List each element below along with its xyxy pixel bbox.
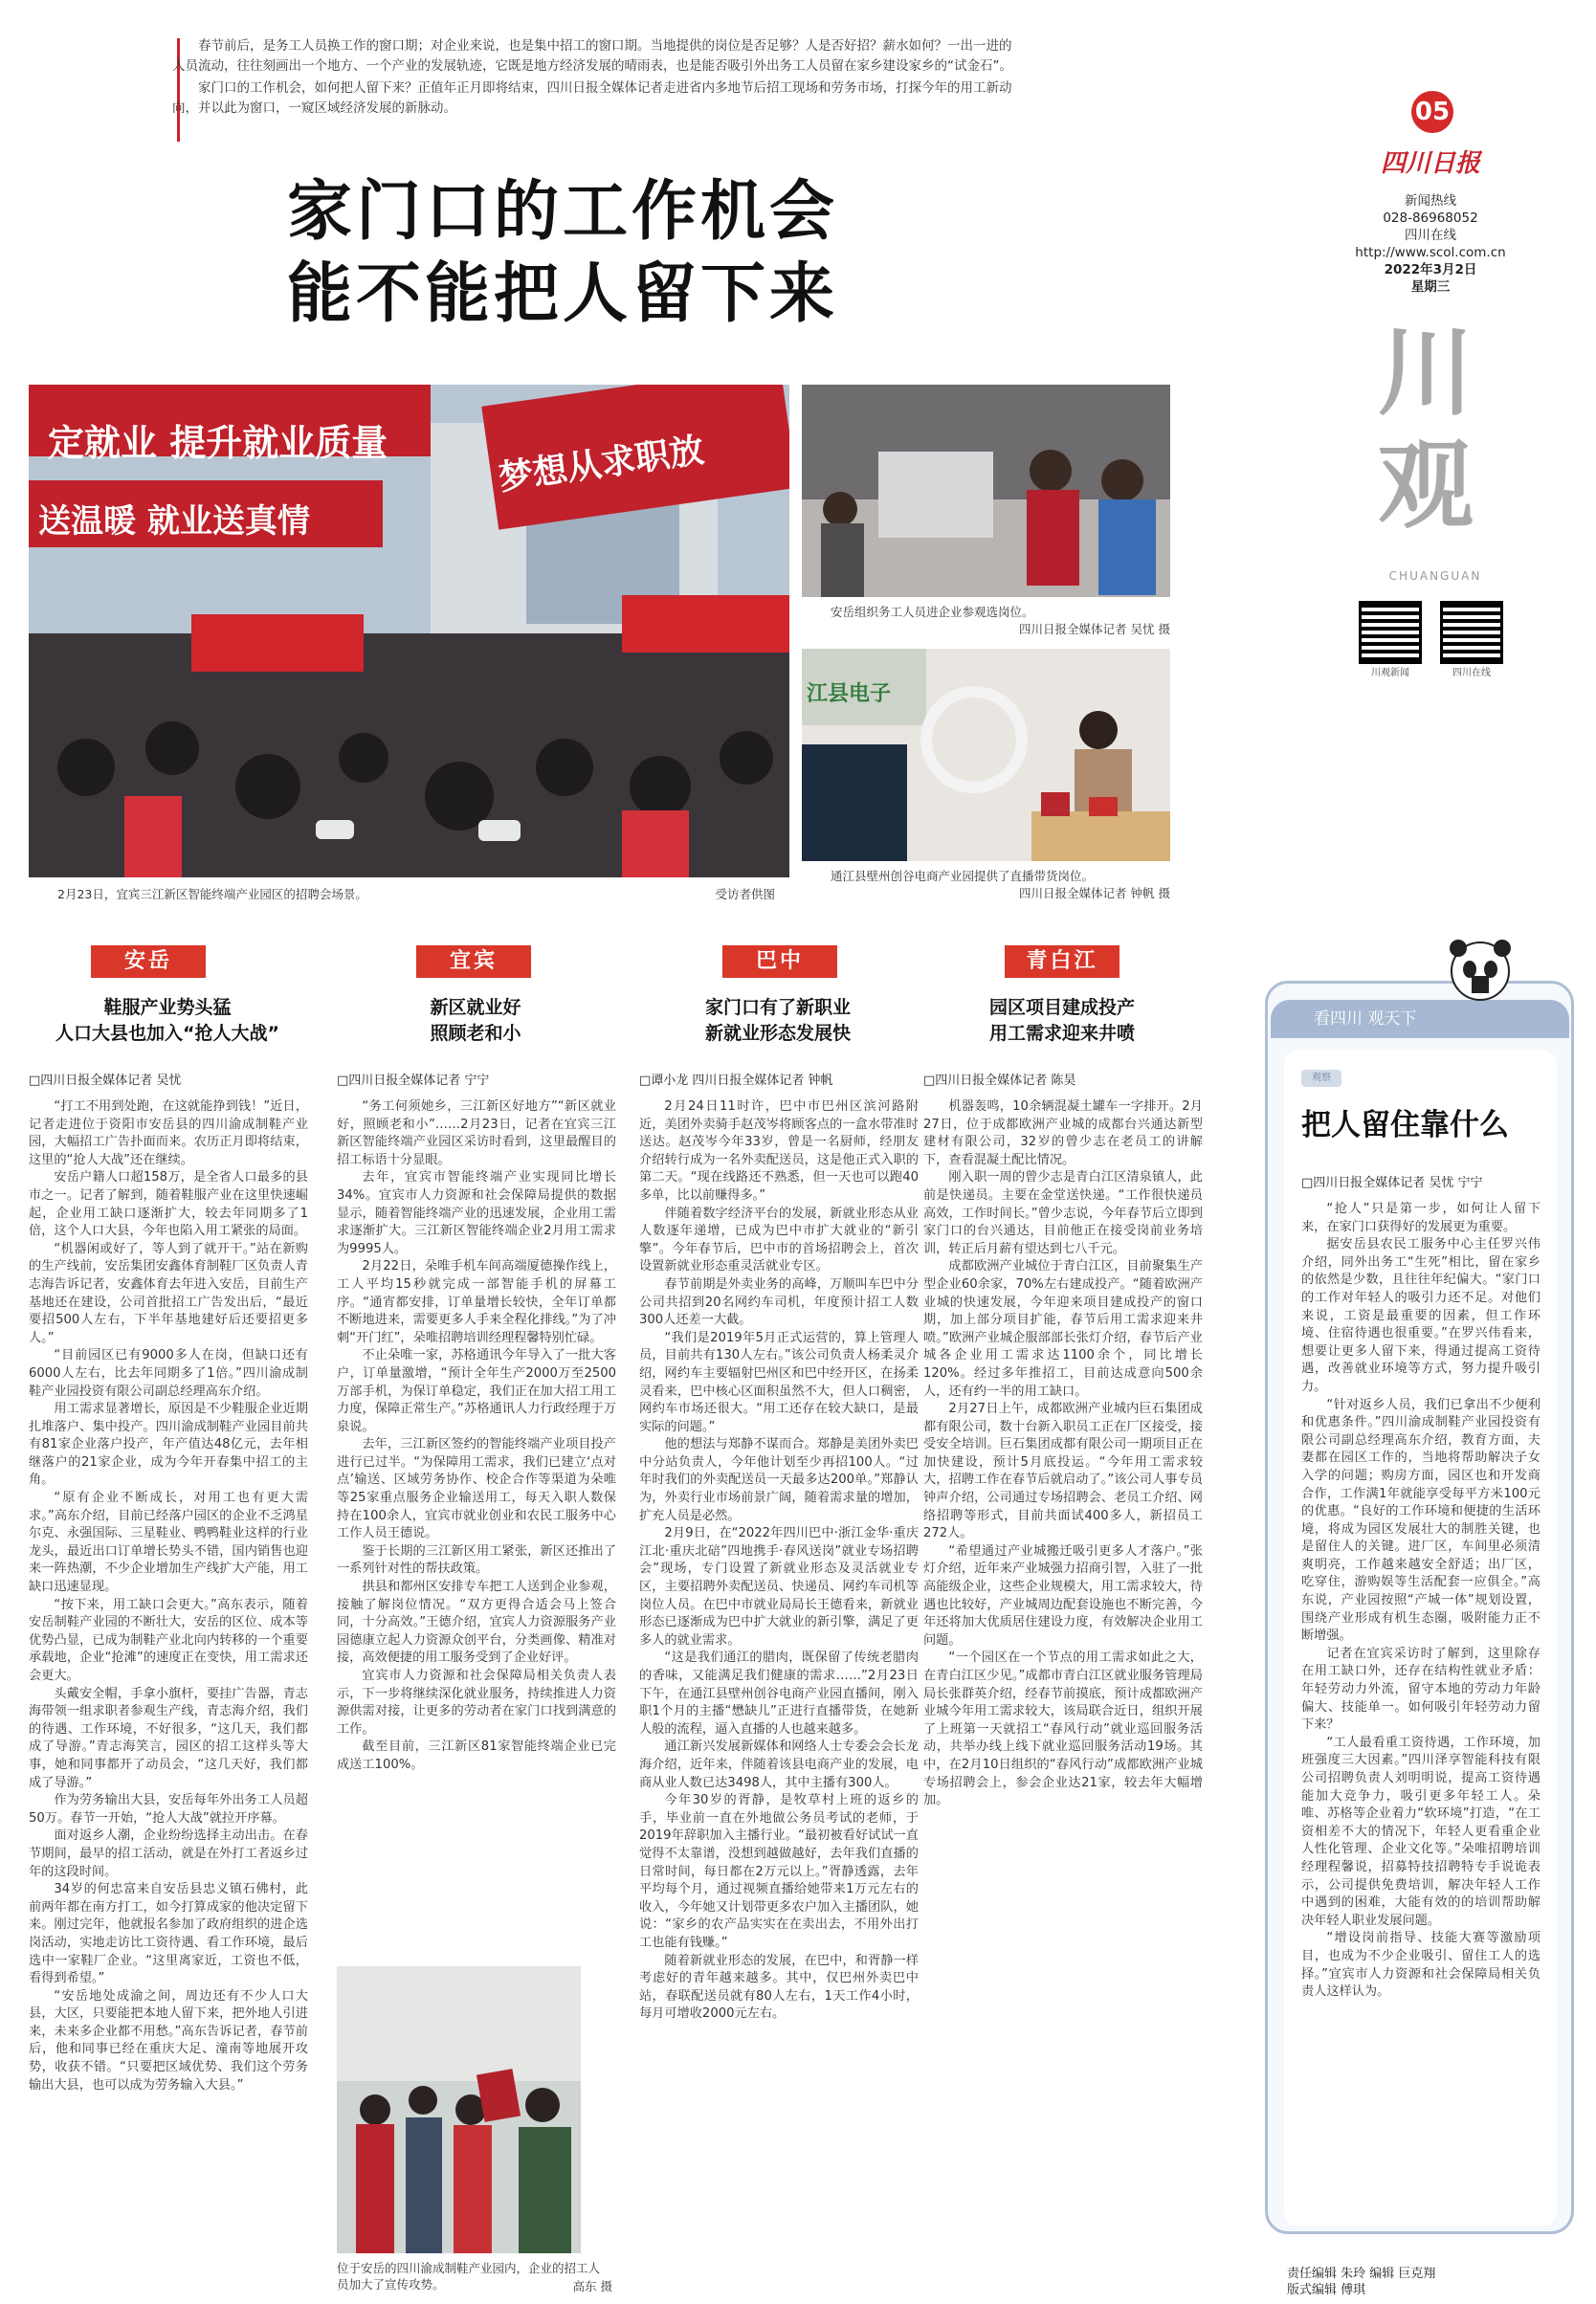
article-paragraph: “机器闲或好了，等人到了就开干。”站在新购的生产线前，安岳集团安鑫体育制鞋厂区负责人青志海告诉记者，安鑫体育去年进入安岳，目前生产基地还在建设，公司首批招工广告发出后，“最近要招500人左右，下半年基地建好后还要招更多人。” (29, 1241, 308, 1345)
banner-text-3: 梦想从求职放 (496, 431, 707, 498)
article-4-heading-line-2: 用工需求迎来井喷 (988, 1023, 1135, 1044)
issue-date: 2022年3月2日 (1384, 262, 1477, 277)
article-paragraph: 伴随着数字经济平台的发展，新就业形态从业人数逐年递增，已成为巴中市扩大就业的“新引擎”。今年春节后，巴中市的首场招聘会上，首次设置新就业形态重灵活就业专区。 (639, 1206, 919, 1274)
tag-yibin: 宜宾 (416, 945, 531, 978)
sidebar-paragraph: “抢人”只是第一步，如何让人留下来，在家门口获得好的发展更为重要。 (1301, 1202, 1541, 1234)
article-2-byline: □四川日报全媒体记者 宁宁 (337, 1074, 490, 1088)
factory-photo-caption: 安岳组织务工人员进企业参观选岗位。 (831, 605, 1034, 619)
banner-text-1: 定就业 提升就业质量 (48, 422, 388, 464)
sidebar-body (1301, 1201, 1541, 2215)
main-photo-credit: 受访者供图 (715, 887, 775, 901)
tag-bazhong: 巴中 (722, 945, 837, 978)
article-paragraph: “这是我们通江的腊肉，既保留了传统老腊肉的香味，又能满足我们健康的需求……”2月23日下午，在通江县壁州创谷电商产业园直播间，刚入职1个月的主播“懋缺儿”正进行直播带货，在她新人般的流程，逼入直播的人也越来越多。 (639, 1650, 919, 1737)
photo-factory-visit (802, 385, 1170, 597)
article-paragraph: “务工何须她乡，三江新区好地方”“新区就业好，照顾老和小”……2月23日，记者在宜宾三江新区智能终端产业园区采访时看到，这里最醒目的招工标语十分显眼。 (337, 1099, 616, 1167)
article-paragraph: 2月22日，朵唯手机车间高端厦德操作线上，工人平均15秒就完成一部智能手机的屏幕工序。“通宵都安排，订单量增长较快，全年订单都不断地进来，需要更多人手来全程化排线。”为了冲刺“开门红”，朵唯招聘培训经理程馨特别忙碌。 (337, 1259, 616, 1345)
article-1-heading-line-1: 鞋服产业势头猛 (103, 997, 232, 1018)
page-number-badge: 05 (1411, 91, 1453, 133)
qr-label-2: 四川在线 (1452, 668, 1491, 678)
article-2-heading-line-2: 照顾老和小 (430, 1023, 521, 1044)
article-paragraph: 随着新就业形态的发展，在巴中，和胥静一样考虑好的青年越来越多。其中，仅巴州外卖巴中站，春联配送员就有80人左右，1天工作4小时，每月可增收2000元左右。 (639, 1953, 919, 2022)
article-4-heading (923, 995, 1201, 1047)
article-paragraph: 34岁的何忠富来自安岳县忠义镇石佛村，此前两年都在南方打工，如今打算成家的他决定留下来。刚过完年，他就报名参加了政府组织的进企选岗活动，实地走访比工资待遇、看工作环境，最后选中一家鞋厂企业。“这里离家近，工资也不低，看得到希望。” (29, 1882, 308, 1986)
article-paragraph: 不止朵唯一家，苏格通讯今年导入了一批大客户，订单量激增，“预计全年生产2000万至2500万部手机，为保订单稳定，我们正在加大招工用工力度，保障正常生产。”苏格通讯人力行政经理于万泉说。 (337, 1348, 616, 1434)
article-paragraph: 2月9日，在“2022年四川巴中·浙江金华·重庆江北·重庆北碚”四地携手·春风送岗”就业专场招聘会”现场，专门设置了新就业形态及灵活就业专区，主要招聘外卖配送员、快递员、网约车司机等岗位人员。在巴中市就业局局长王德看来，新就业形态已逐渐成为巴中扩大就业的新引擎，满足了更多人的就业需求。 (639, 1526, 919, 1648)
article-paragraph: “按下来，用工缺口会更大。”高东表示，随着安岳制鞋产业园的不断壮大，安岳的区位、成本等优势凸显，已成为制鞋产业北向内转移的一个重要承载地，企业“抢滩”的速度正在变快，用工需求还会更大。 (29, 1597, 308, 1683)
factory-photo-credit: 四川日报全媒体记者 吴忧 摄 (1019, 622, 1170, 636)
shoe-park-photo-caption: 位于安岳的四川渝成制鞋产业园内，企业的招工人员加大了宣传攻势。 (337, 2261, 601, 2292)
livestream-sign-text: 江县电子 (807, 682, 892, 706)
masthead (1349, 144, 1512, 296)
qr-label-1: 川观新闻 (1371, 668, 1409, 678)
qr-code-icon (1440, 601, 1503, 664)
banner-text-2: 送温暖 就业送真情 (38, 502, 310, 541)
headline-line-1: 家门口的工作机会 (287, 173, 839, 250)
article-3-body (639, 1098, 919, 2294)
article-paragraph: 成都欧洲产业城位于青白江区，目前聚集生产型企业60余家，70%左右建成投产。“随着欧洲产业城的快速发展，今年迎来项目建成投产的窗口期，加上部分项目扩能，春节后用工需求迎来井喷。”欧洲产业城企服部部长张灯介绍，春节后产业城各企业用工需求达1100余个，同比增长120%。经过多年推招工，目前达成意向500余人，还有约一半的用工缺口。 (923, 1259, 1203, 1399)
article-2-heading-line-1: 新区就业好 (430, 997, 521, 1018)
article-paragraph: 今年30岁的胥静，是牧草村上班的返乡的手，毕业前一直在外地做公务员考试的老师，于2019年辞职加入主播行业。“最初被看好试试一直觉得不太靠谱，没想到越做越好，去年我们直播的日常时间，每日都在2万元以上。”胥静透露，去年平均每个月，通过视频直播给她带来1万元左右的收入，今年她又计划带更多农户加入主播团队，她说：“家乡的农产品实实在在卖出去，不用外出打工也能有钱赚。” (639, 1793, 919, 1950)
article-paragraph: “目前园区已有9000多人在岗，但缺口还有6000人左右，比去年同期多了1倍。”四川渝成制鞋产业园投资有限公司副总经理高东介绍。 (29, 1348, 308, 1399)
article-4-heading-line-1: 园区项目建成投产 (988, 997, 1135, 1018)
article-1-heading-line-2: 人口大县也加入“抢人大战” (55, 1023, 279, 1044)
article-1-heading (29, 995, 306, 1047)
qr-scol[interactable] (1440, 601, 1503, 678)
article-paragraph: “一个园区在一个节点的用工需求如此之大，在青白江区少见。”成都市青白江区就业服务管理局局长张群英介绍，经春节前摸底，预计成都欧洲产业城今年用工需求较大，该局联合近日，组织开展了上班第一天就招工“春风行动”就业巡回服务活动，共举办线上线下就业巡回服务活动19场。其中，在2月10日组织的“春风行动”成都欧洲产业城专场招聘会上，参会企业达21家，较去年大幅增加。 (923, 1650, 1203, 1808)
article-paragraph: “安岳地处成渝之间，周边还有不少人口大县，大区，只要能把本地人留下来，把外地人引进来，未来多企业都不用愁。”高东告诉记者，春节前后，他和同事已经在重庆大足、潼南等地展开攻势，收获不错。“只要把区域优势、我们这个劳务输出大县，也可以成为劳务输入大县。” (29, 1988, 308, 2093)
article-1-byline: □四川日报全媒体记者 吴忧 (29, 1074, 182, 1088)
article-1-body (29, 1098, 308, 2294)
sidebar-title: 把人留住靠什么 (1301, 1108, 1509, 1142)
hotline-label: 新闻热线 (1405, 193, 1456, 209)
article-paragraph: 用工需求显著增长，原因是不少鞋服企业近期扎堆落户、集中投产。四川渝成制鞋产业园目前共有81家企业落户投产，年产值达48亿元，去年相继落户的21家企业，成为今年开春集中招工的主角。 (29, 1402, 308, 1488)
livestream-photo-credit: 四川日报全媒体记者 钟帆 摄 (1019, 886, 1170, 900)
article-paragraph: 截至目前，三江新区81家智能终端企业已完成送工100%。 (337, 1739, 616, 1772)
qr-chuanguan[interactable] (1359, 601, 1422, 678)
article-paragraph: 鉴于长期的三江新区用工紧张，新区还推出了一系列针对性的帮扶政策。 (337, 1543, 616, 1577)
newspaper-logo: 四川日报 (1380, 149, 1480, 178)
article-paragraph: 他的想法与郑静不谋而合。郑静是美团外卖巴中分站负责人，今年他计划至少再招100人。“过年时我们的外卖配送员一天最多达200单。”郑静认为，外卖行业市场前景广阔，随着需求量的增加，扩充人员是必然。 (639, 1437, 919, 1523)
article-paragraph: 宜宾市人力资源和社会保障局相关负责人表示，下一步将继续深化就业服务，持续推进人力资源供需对接，让更多的劳动者在家门口找到满意的工作。 (337, 1669, 616, 1737)
page-headline (287, 170, 957, 335)
article-3-heading-line-1: 家门口有了新职业 (704, 997, 851, 1018)
article-3-heading (639, 995, 917, 1047)
sidebar-paragraph: “增设岗前指导、技能大赛等激励项目，也成为不少企业吸引、留住工人的选择。”宜宾市人力资源和社会保障局相关负责人这样认为。 (1301, 1931, 1541, 2000)
photo-shoe-park-recruit (337, 1966, 581, 2253)
sidebar-paragraph: 记者在宜宾采访时了解到，这里除存在用工缺口外，还存在结构性就业矛盾：年轻劳动力外流，留守本地的劳动力年龄偏大、技能单一。如何吸引年轻劳动力留下来？ (1301, 1646, 1541, 1733)
column-pinyin: CHUANGUAN (1388, 569, 1482, 583)
article-paragraph: 作为劳务输出大县，安岳每年外出务工人员超50万。春节一开始，“抢人大战”就拉开序幕。 (29, 1793, 308, 1826)
tag-anyue: 安岳 (91, 945, 206, 978)
editor-credits-line-1: 责任编辑 朱玲 编辑 巨克翔 (1287, 2267, 1436, 2281)
editor-credits (1287, 2266, 1574, 2298)
qr-code-icon (1359, 601, 1422, 664)
sidebar-paragraph: “工人最看重工资待遇，工作环境，加班强度三大因素。”四川泽享智能科技有限公司招聘负责人刘明明说，提高工资待遇能加大竞争力，吸引更多年轻工人。朵唯、苏格等企业着力“软环境”打造，“在工资相差不大的情况下，年轻人更看重企业人性化管理、企业文化等。”朵唯招聘培训经理程馨说，招募特技招聘特专手说诡表示，公司提供免费培训，解决年轻人工作中遇到的困难，大能有效的的培训帮助解决年轻人职业发展问题。 (1301, 1735, 1541, 1928)
livestream-photo-caption: 通江县壁州创谷电商产业园提供了直播带货岗位。 (831, 869, 1095, 883)
website-url[interactable]: http://www.scol.com.cn (1355, 245, 1506, 260)
article-paragraph: 刚入职一周的曾少志是青白江区清泉镇人，此前是快递员。主要在金堂送快递。“工作很快递员高效，工作时间长。”曾少志说，今年春节后立即到家门口的台兴通达，目前他正在接受岗前业务培训，转正后月薪有望达到七八千元。 (923, 1170, 1203, 1256)
hotline-number: 028-86968052 (1383, 210, 1478, 226)
article-4-body (923, 1098, 1203, 1998)
article-paragraph: 通江新兴发展新媒体和网络人士专委会会长龙海介绍，近年来，伴随着该县电商产业的发展，电商从业人数已达3498人，其中主播有300人。 (639, 1739, 919, 1790)
article-paragraph: 安岳户籍人口超158万，是全省人口最多的县市之一。记者了解到，随着鞋服产业在这里快速崛起，企业用工缺口逐渐扩大，较去年同期多了1倍，这个人口大县，今年也陷入用工紧张的局面。 (29, 1170, 308, 1239)
article-paragraph: 机器轰鸣，10余辆混凝土罐车一字排开。2月27日，位于成都欧洲产业城的成都台兴通达新型建材有限公司，32岁的曾少志在老员工的讲解下，查看混凝土配比情况。 (923, 1099, 1203, 1167)
panda-mascot-icon (1445, 933, 1517, 1005)
sidebar-label: 观察 (1301, 1070, 1341, 1087)
sidebar-paragraph: “针对返乡人员，我们已拿出不少便利和优惠条件。”四川渝成制鞋产业园投资有限公司副总经理高东介绍，教育方面，夫妻都在园区工作的，当地将帮助解决子女入学的问题；购房方面，园区也和开发商合作，工作满1年就能享受每平方米100元的优惠。“良好的工作环境和便捷的生活环境，将成为园区发展壮大的制胜关键，也是留住人的关键。进厂区，车间里必须清爽明亮，工作越来越安全舒适；出厂区，吃穿住，游购娱等生活配套一应俱全。”高东说，产业园按照“产城一体”规划设置，围绕产业形成有机生态圈，吸附能力正不断增强。 (1301, 1397, 1541, 1644)
article-paragraph: 头戴安全帽，手拿小旗杆，要挂广告器，青志海带领一组求职者参观生产线，青志海介绍，我们的待遇、工作环境，不好很多，“这几天，我们都成了导游。”青志海笑言，园区的招工这样头等大事，她和同事都开了动员会，“这几天好，我们都成了导游。” (29, 1686, 308, 1790)
article-paragraph: “原有企业不断成长，对用工也有更大需求。”高东介绍，目前已经落户园区的企业不乏鸿星尔克、永强国际、三星鞋业、鸭鸭鞋业这样的行业龙头，最近出口订单增长势头不错，国内销售也迎来一阵热潮，不少企业增加生产线扩大产能，用工缺口迅速显现。 (29, 1491, 308, 1595)
online-label: 四川在线 (1405, 228, 1456, 243)
intro-text (172, 36, 1014, 121)
article-paragraph: “我们是2019年5月正式运营的，算上管理人员，目前共有130人左右。”该公司负责人杨柔灵介绍，网约车主要辐射巴州区和巴中经开区，在扬柔灵看来，巴中核心区面积虽然不大，但人口稠密，网约车市场还很大。“用工还存在较大缺口，是最实际的问题。” (639, 1330, 919, 1434)
article-paragraph: “希望通过产业城搬迁吸引更多人才落户。”张灯介绍，近年来产业城强力招商引智，入驻了一批高能级企业，这些企业规模大，用工需求较大，待遇也比较好，产业城周边配套设施也不断完善，今年还将加大优质居住建设力度，有效解决企业用工问题。 (923, 1543, 1203, 1648)
article-2-body (337, 1098, 616, 1940)
article-paragraph: 拱县和都州区安排专车把工人送到企业参观，接触了解岗位情况。“双方更得合适会马上签合同，十分高效。”王德介绍，宜宾人力资源服务产业园德康立起人力资源众创平台，分类画像、精准对接，高效便捷的用工服务受到了企业好评。 (337, 1580, 616, 1666)
sidebar-header: 看四川 观天下 (1271, 1000, 1569, 1038)
article-3-byline: □谭小龙 四川日报全媒体记者 钟帆 (639, 1074, 833, 1088)
article-4-byline: □四川日报全媒体记者 陈昊 (923, 1074, 1076, 1088)
headline-line-2: 能不能把人留下来 (287, 255, 839, 332)
article-paragraph: 去年，三江新区签约的智能终端产业项目投产进行已过半。“为保障用工需求，我们已建立‘点对点’输送、区域劳务协作、校企合作等渠道为朵唯等25家重点服务企业输送用工，每天入职人数保持在100余人，宜宾市就业创业和农民工服务中心工作人员王德说。 (337, 1437, 616, 1541)
main-photo-caption: 2月23日，宜宾三江新区智能终端产业园区的招聘会场景。 (57, 887, 367, 901)
issue-weekday: 星期三 (1410, 279, 1451, 295)
article-paragraph: 面对返乡人潮，企业纷纷选择主动出击。在春节期间，最早的招工活动，就是在外打工者返乡过年的这段时间。 (29, 1828, 308, 1879)
sidebar-paragraph: 据安岳县农民工服务中心主任罗兴伟介绍，同外出务工“生死”相比，留在家乡的依然是少数，且往往年纪偏大。“家门口的工作对年轻人的吸引力还不足。对他们来说，工资是最重要的因素，但工作环境、住宿待遇也很重要。”在罗兴伟看来，想要让更多人留下来，得通过提高工资待遇，改善就业环境等方式，努力提升吸引力。 (1301, 1237, 1541, 1394)
editor-credits-line-2: 版式编辑 傅琪 (1287, 2283, 1366, 2297)
photo-livestream (802, 649, 1170, 861)
tag-qingbaijiang: 青白江 (1005, 945, 1119, 978)
article-paragraph: 2月27日上午，成都欧洲产业城内巨石集团成都有限公司，数十台新入职员工正在厂区接受，接受安全培训。巨石集团成都有限公司一期项目正在加快建设，预计5月底投运。“今年用工需求较大，招聘工作在春节后就启动了。”该公司人事专员钟声介绍，公司通过专场招聘会、老员工介绍、网络招聘等形式，目前共面试400多人，新招员工272人。 (923, 1402, 1203, 1541)
column-title: 川观 (1378, 316, 1474, 542)
article-2-heading (337, 995, 614, 1047)
article-paragraph: “打工不用到处跑，在这就能挣到钱！”近日，记者走进位于资阳市安岳县的四川渝成制鞋产业园，大幅招工广告扑面而来。农历正月即将结束，这里的“抢人大战”还在继续。 (29, 1099, 308, 1167)
intro-paragraph-2: 家门口的工作机会，如何把人留下来？正值年正月即将结束，四川日报全媒体记者走进省内多地节后招工现场和劳务市场，打探今年的用工新动向，并以此为窗口，一窥区域经济发展的新脉动。 (172, 80, 1012, 116)
intro-paragraph-1: 春节前后，是务工人员换工作的窗口期；对企业来说，也是集中招工的窗口期。当地提供的岗位是否足够？人是否好招？薪水如何？一出一进的人员流动，往往刻画出一个地方、一个产业的发展轨迹，它既是地方经济发展的晴雨表，也是能否吸引外出务工人员留在家乡建设家乡的“试金石”。 (172, 38, 1012, 74)
article-paragraph: 春节前期是外卖业务的高峰，万顺叫车巴中分公司共招到20名网约车司机，年度预计招工人数300人还差一大截。 (639, 1276, 919, 1328)
article-3-heading-line-2: 新就业形态发展快 (704, 1023, 851, 1044)
article-paragraph: 去年，宜宾市智能终端产业实现同比增长34%。宜宾市人力资源和社会保障局提供的数据显示，随着智能终端产业的迅速发展，企业用工需求逐渐扩大。三江新区智能终端企业2月用工需求为9995人。 (337, 1170, 616, 1256)
shoe-park-photo-credit: 高东 摄 (572, 2279, 612, 2293)
article-paragraph: 2月24日11时许，巴中市巴州区滨河路附近，美团外卖骑手赵茂岑将顾客点的一盒水带准时送达。赵茂岑今年33岁，曾是一名厨师，经朋友介绍转行成为一名外卖配送员，这是他正式入职的第二天。“现在线路还不熟悉，但一天也可以跑40多单，比以前赚得多。” (639, 1099, 919, 1203)
main-photo-job-fair (29, 385, 789, 877)
sidebar-byline: □四川日报全媒体记者 吴忧 宁宁 (1301, 1176, 1483, 1190)
